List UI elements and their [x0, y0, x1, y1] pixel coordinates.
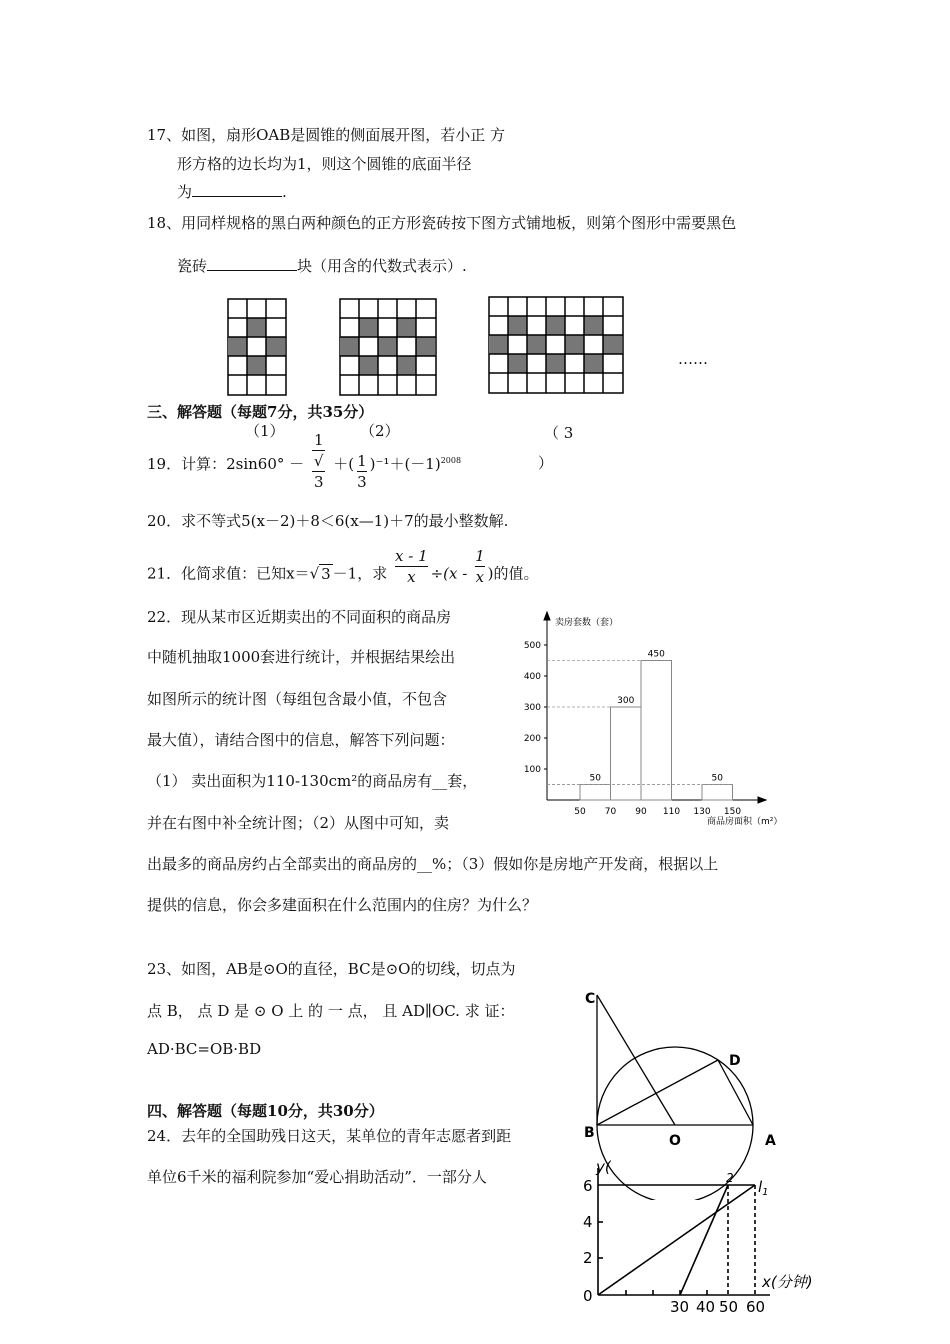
histogram-bar [702, 785, 733, 801]
label-c: C [585, 991, 596, 1007]
x-tick-label: 70 [604, 807, 617, 817]
label-d: D [729, 1053, 741, 1069]
q21-frac2: $\frac{1}{x}$ [475, 547, 485, 586]
q18-line2: 瓷砖 块（用含的代数式表示）. [177, 257, 467, 275]
y-tick-6: 6 [583, 1177, 593, 1195]
q19-frac2: $\frac{1}{3}$ [357, 452, 367, 491]
bar-value-label: 50 [711, 773, 723, 784]
x-tick-label: 130 [693, 807, 711, 817]
bar-value-label: 50 [589, 773, 601, 784]
q23-line1: 23、如图，AB是⊙O的直径，BC是⊙O的切线，切点为 [147, 960, 516, 978]
q22-line2: 中随机抽取1000套进行统计，并根据结果绘出 [147, 648, 456, 666]
pattern-label-3: （ 3 [544, 424, 574, 442]
x-axis-label: 商品房面积（m²） [707, 817, 783, 827]
graph-x-label: x(分钟) [762, 1273, 813, 1291]
q18-answer-blank[interactable] [207, 256, 297, 271]
x-tick-label: 50 [574, 807, 586, 817]
line-l1 [598, 1185, 755, 1295]
segment-da [718, 1060, 753, 1125]
section-3-heading: 三、解答题（每题7分，共35分） [147, 403, 374, 421]
histogram-bar [641, 661, 672, 801]
x-tick-50: 50 [719, 1298, 739, 1316]
q21: 21．化简求值：已知x＝√ 3 －1，求 $\frac{x - 1}{x}$ ÷(x - $\frac{1}{x}$ )的值。 [147, 547, 539, 586]
y-tick-4: 4 [583, 1213, 593, 1231]
q24-line1: 24．去年的全国助残日这天，某单位的青年志愿者到距 [147, 1127, 512, 1145]
x-tick-40: 40 [696, 1298, 716, 1316]
bar-value-label: 300 [617, 696, 635, 706]
line-l2 [680, 1185, 728, 1295]
distance-time-graph [570, 1160, 820, 1344]
y-tick-label: 200 [523, 734, 541, 744]
y-tick-label: 400 [523, 672, 541, 682]
label-o: O [669, 1133, 681, 1149]
bar-value-label: 450 [647, 649, 665, 660]
histogram-chart [515, 610, 815, 830]
q22-line7: 出最多的商品房约占全部卖出的商品房的__%；（3）假如你是房地产开发商，根据以上 [147, 855, 719, 873]
x-tick-30: 30 [670, 1298, 690, 1316]
x-axis-arrow [758, 797, 766, 803]
q22-line3: 如图所示的统计图（每组包含最小值，不包含 [147, 690, 448, 708]
label-a: A [765, 1133, 776, 1149]
y-tick-0: 0 [583, 1287, 593, 1305]
label-b: B [584, 1125, 595, 1141]
y-axis-arrow [544, 612, 550, 620]
q19-frac1: 1 √ 3 [313, 431, 324, 491]
section-4-heading: 四、解答题（每题10分，共30分） [147, 1102, 384, 1120]
y-tick-label: 300 [523, 703, 541, 713]
x-tick-60: 60 [746, 1298, 766, 1316]
label-l1: $l_1$ [758, 1178, 769, 1198]
q18-line1: 18、用同样规格的黑白两种颜色的正方形瓷砖按下图方式铺地板，则第个图形中需要黑色 [147, 214, 737, 232]
q17-line3: 为 . [177, 183, 287, 201]
q24-line2: 单位6千米的福利院参加“爱心捐助活动”．一部分人 [147, 1168, 487, 1186]
q22-line5: （1） 卖出面积为110-130cm²的商品房有__套， [147, 772, 478, 790]
q23-line3: AD·BC=OB·BD [147, 1040, 262, 1058]
segment-co [597, 995, 675, 1125]
histogram-bar [611, 707, 642, 800]
q17-line1: 17、如图，扇形OAB是圆锥的侧面展开图，若小正 方 [147, 126, 506, 144]
q22-line8: 提供的信息，你会多建面积在什么范围内的住房？为什么？ [147, 896, 538, 914]
pattern-label-3-close: ） [538, 454, 554, 472]
q17-answer-blank[interactable] [192, 182, 282, 197]
x-tick-label: 110 [662, 807, 681, 817]
histogram-bar [580, 785, 611, 801]
q22-line4: 最大值），请结合图中的信息，解答下列问题： [147, 731, 455, 749]
q20: 20．求不等式5(x－2)＋8＜6(x—1)＋7的最小整数解. [147, 512, 509, 530]
graph-y-label: y( [596, 1160, 611, 1176]
q21-frac1: $\frac{x - 1}{x}$ [395, 547, 428, 586]
q23-line2: 点 B， 点 D 是 ⊙ O 上 的 一 点， 且 AD∥OC. 求 证： [147, 1002, 515, 1020]
label-l2: 2 [726, 1171, 734, 1185]
segment-bd [597, 1060, 718, 1125]
y-tick-2: 2 [583, 1249, 593, 1267]
tile-pattern-3 [488, 296, 624, 394]
q22-line1: 22．现从某市区近期卖出的不同面积的商品房 [147, 608, 452, 626]
q22-line6: 并在右图中补全统计图；（2）从图中可知，卖 [147, 814, 450, 832]
pattern-label-1: （1） [245, 422, 285, 440]
tile-pattern-2 [339, 298, 437, 396]
tile-pattern-1 [227, 298, 287, 396]
q17-line2: 形方格的边长均为1，则这个圆锥的底面半径 [177, 155, 472, 173]
y-tick-label: 100 [523, 765, 541, 775]
ellipsis: …… [678, 350, 708, 368]
y-tick-label: 500 [523, 641, 541, 651]
x-tick-label: 90 [635, 807, 647, 817]
y-axis-label: 卖房套数（套） [555, 618, 619, 628]
x-tick-label: 150 [723, 807, 742, 817]
pattern-label-2: （2） [360, 422, 400, 440]
q19: 19．计算：2sin60° － 1 √ 3 ＋( $\frac{1}{3}$ )$^{-1}+(-1)^{2008}$ [147, 431, 462, 491]
